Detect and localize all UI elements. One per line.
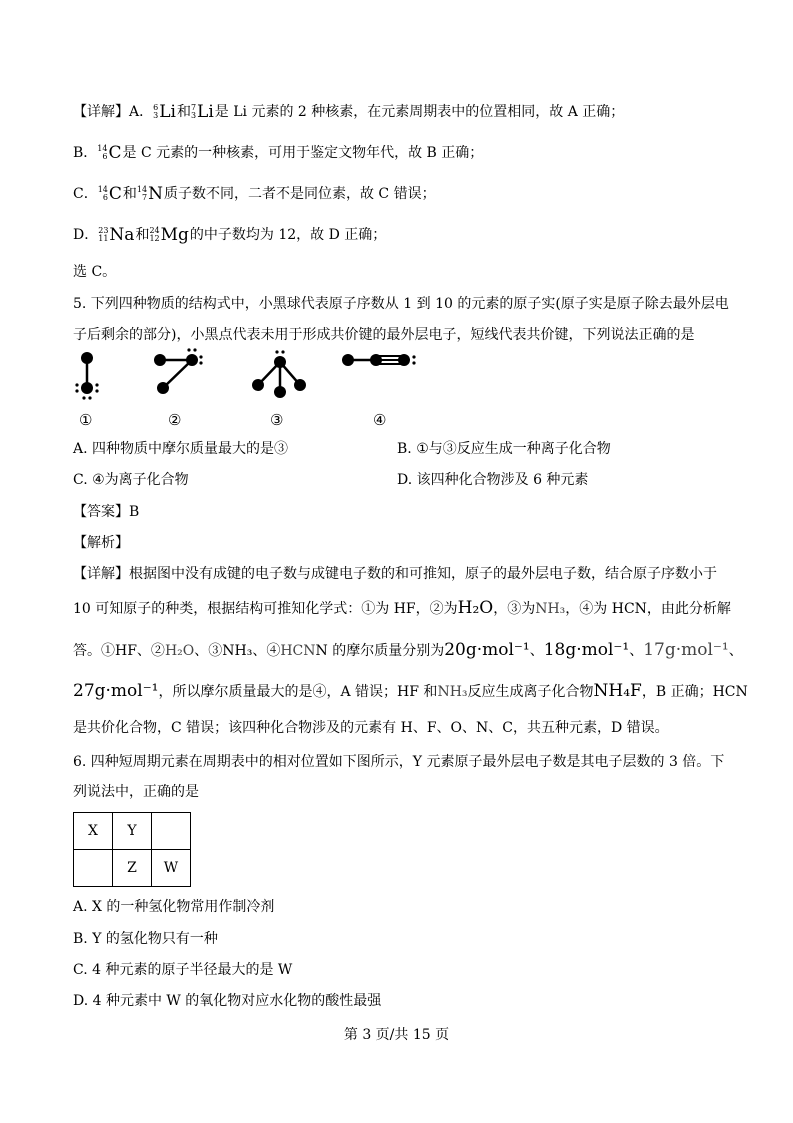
q4-line-d: D． 23 11 Na和 24 12 Mg的中子数均为 12，故 D 正确； <box>73 225 387 245</box>
q5-option-d: D. 该四种化合物涉及 6 种元素 <box>397 472 589 488</box>
cell-w: W <box>152 850 191 887</box>
q5-option-c: C. ④为离子化合物 <box>73 472 189 488</box>
q5-option-b: B. ①与③反应生成一种离子化合物 <box>397 441 611 457</box>
periodic-table-fragment <box>73 812 191 887</box>
q5-detail-line3: 答。①HF、②H₂O、③NH₃、④HCNN 的摩尔质量分别为20g·mol⁻¹、18g·mol⁻¹、17g·mol⁻¹、 <box>73 640 743 660</box>
q6-option-d: D. 4 种元素中 W 的氧化物对应水化物的酸性最强 <box>73 993 382 1009</box>
q5-answer: 【答案】B <box>73 504 140 520</box>
structure-diagrams <box>60 348 420 408</box>
nuclide-c14: 14 6 C <box>97 143 122 163</box>
cell-empty-2 <box>74 850 113 887</box>
q5-detail-line5: 是共价化合物，C 错误；该四种化合物涉及的元素有 H、F、O、N、C，共五种元素，D 错误。 <box>73 720 669 736</box>
nuclide-mg24: 24 12 Mg <box>149 225 189 245</box>
cell-z: Z <box>113 850 152 887</box>
q5-detail-line2: 10 可知原子的种类，根据结构可推知化学式：①为 HF，②为H₂O，③为NH₃，④为 HCN，由此分析解 <box>73 598 731 618</box>
formula-h2o: H₂O <box>457 598 494 618</box>
q6-option-c: C. 4 种元素的原子半径最大的是 W <box>73 962 293 978</box>
q6-stem-line1: 6. 四种短周期元素在周期表中的相对位置如下图所示，Y 元素原子最外层电子数是其电子层数的 3 倍。下 <box>73 754 725 770</box>
nuclide-n14: 14 7 N <box>136 184 163 204</box>
q4-line-b: B． 14 6 C是 C 元素的一种核素，可用于鉴定文物年代，故 B 正确； <box>73 143 484 163</box>
page-footer: 第 3 页/共 15 页 <box>343 1027 450 1043</box>
q4-line-c: C． 14 6 C和 14 7 N质子数不同，二者不是同位素，故 C 错误； <box>73 184 436 204</box>
q5-stem-line1: 5. 下列四种物质的结构式中，小黑球代表原子序数从 1 到 10 的元素的原子实(原子实是原子除去最外层电 <box>73 296 729 312</box>
q5-detail-line4: 27g·mol⁻¹，所以摩尔质量最大的是④，A 错误；HF 和NH₃反应生成离子化合物NH₄F，B 正确；HCN <box>73 681 748 701</box>
q4-choice: 选 C。 <box>73 264 117 280</box>
structure-label-3: ③ <box>270 411 284 429</box>
structure-4-hcn <box>342 354 416 366</box>
q5-option-a: A. 四种物质中摩尔质量最大的是③ <box>73 441 289 457</box>
cell-y: Y <box>113 813 152 850</box>
structure-2-h2o <box>154 348 203 394</box>
q5-analysis-label: 【解析】 <box>73 535 129 551</box>
nuclide-li6: 6 3 Li <box>153 102 176 122</box>
q6-option-b: B. Y 的氢化物只有一种 <box>73 931 218 947</box>
q5-stem-line2: 子后剩余的部分)，小黑点代表未用于形成共价键的最外层电子，短线代表共价键，下列说法正确的是 <box>73 327 695 343</box>
q5-detail-line1: 【详解】根据图中没有成键的电子数与成键电子数的和可推知，原子的最外层电子数，结合原子序数小于 <box>73 566 717 582</box>
formula-nh3: NH₃ <box>535 601 566 617</box>
detail-label: 【详解】 <box>73 104 129 120</box>
cell-x: X <box>74 813 113 850</box>
nuclide-li7: 7 3 Li <box>190 102 214 122</box>
q6-stem-line2: 列说法中，正确的是 <box>73 784 199 800</box>
structure-label-2: ② <box>168 411 182 429</box>
nuclide-na23: 23 11 Na <box>98 225 135 245</box>
structure-1-hf <box>75 352 98 400</box>
nuclide-c14-b: 14 6 C <box>97 184 122 204</box>
structure-label-4: ④ <box>373 411 387 429</box>
structure-label-1: ① <box>79 411 93 429</box>
q4-line-a: 【详解】A． 6 3 Li和 7 3 Li是 Li 元素的 2 种核素，在元素周期表中的位置相同，故 A 正确； <box>73 102 625 122</box>
q6-option-a: A. X 的一种氢化物常用作制冷剂 <box>73 899 275 915</box>
cell-empty-1 <box>152 813 191 850</box>
structure-3-nh3 <box>252 350 306 398</box>
